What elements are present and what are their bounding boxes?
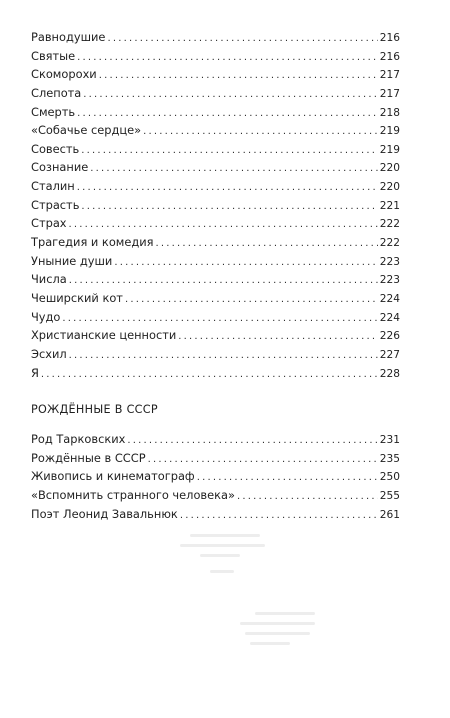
toc-entry [31,177,400,196]
toc-entry-page: 223 [379,274,400,287]
toc-entry-page: 235 [379,452,400,465]
toc-entry-title: Равнодушие [31,30,106,44]
section-heading: РОЖДЁННЫЕ В СССР [31,403,158,416]
toc-entry-title: Страх [31,216,67,231]
toc-entry-page: 219 [379,143,400,156]
toc-entry-page: 231 [379,434,400,446]
toc-leader-dots [77,179,378,198]
toc-entry-title: Святые [31,48,76,63]
toc-leader-dots [77,49,378,68]
toc-entry-page: 219 [379,125,400,138]
toc-entry [31,214,400,233]
toc-entry-title: Трагедия и комедия [31,235,154,250]
toc-entry-title: Слепота [31,85,82,100]
toc-entry-title: Страсть [31,197,80,212]
toc-entry [31,345,400,364]
toc-entry-page: 224 [379,311,400,324]
toc-leader-dots [107,30,377,49]
toc-leader-dots [81,198,377,217]
toc-leader-dots [90,160,378,179]
toc-entry-title: «Собачье сердце» [31,123,142,138]
toc-entry-page: 255 [379,489,400,502]
toc-leader-dots [114,254,377,273]
toc-entry-title: Поэт Леонид Завальнюк [31,506,178,521]
toc-entry [31,65,400,84]
toc-entry [31,467,400,486]
toc-entry-page: 228 [379,367,400,380]
toc-leader-dots [83,86,377,105]
toc-leader-dots [69,347,378,366]
show-through-line [190,534,260,537]
table-of-contents-top [31,28,400,382]
toc-entry [31,364,400,383]
toc-entry-page: 217 [379,87,400,100]
show-through-line [240,622,315,625]
toc-entry-page: 250 [379,471,400,484]
toc-entry-page: 218 [379,106,400,119]
toc-entry-page: 227 [379,348,400,361]
show-through-line [255,612,315,615]
toc-entry-page: 223 [379,255,400,268]
toc-entry [31,103,400,122]
toc-entry [31,486,400,505]
toc-entry-title: Смерть [31,104,76,119]
toc-entry [31,308,400,327]
toc-entry [31,196,400,215]
toc-entry [31,47,400,66]
toc-entry-page: 222 [379,218,400,231]
toc-entry-page: 216 [379,50,400,63]
show-through-line [200,554,240,557]
toc-entry-page: 261 [379,508,400,521]
toc-entry [31,140,400,159]
toc-entry-page: 222 [379,237,400,250]
toc-leader-dots [156,235,378,254]
toc-leader-dots [180,507,378,526]
show-through-line [180,544,265,547]
toc-entry [31,158,400,177]
toc-leader-dots [143,123,378,142]
toc-entry-title: Сталин [31,179,75,194]
toc-leader-dots [41,366,378,385]
toc-entry [31,326,400,345]
toc-entry-page: 220 [379,181,400,194]
toc-entry [31,289,400,308]
toc-entry [31,121,400,140]
toc-leader-dots [127,432,377,451]
toc-entry-page: 216 [379,32,400,44]
show-through-line [210,570,234,573]
toc-entry [31,430,400,449]
toc-entry-page: 217 [379,69,400,82]
toc-entry-page: 226 [379,330,400,343]
toc-entry-title: Род Тарковских [31,432,126,446]
toc-entry-page: 220 [379,162,400,175]
toc-leader-dots [99,67,378,86]
toc-entry-title: Рождённые в СССР [31,450,146,465]
show-through-line [245,632,310,635]
toc-entry-page: 224 [379,292,400,305]
toc-entry-title: Живопись и кинематограф [31,469,195,484]
toc-entry [31,84,400,103]
show-through-line [250,642,290,645]
toc-entry [31,28,400,47]
toc-entry [31,270,400,289]
toc-entry-page: 221 [379,199,400,212]
toc-entry [31,449,400,468]
toc-entry [31,505,400,524]
toc-entry [31,252,400,271]
toc-leader-dots [178,328,378,347]
toc-entry-title: Христианские ценности [31,328,177,343]
toc-entry-title: Уныние души [31,253,113,268]
toc-leader-dots [237,488,378,507]
toc-entry-title: Совесть [31,141,80,156]
toc-entry-title: «Вспомнить странного человека» [31,487,235,502]
toc-entry-title: Я [31,365,39,380]
show-through-text [170,530,310,660]
toc-entry-title: Чеширский кот [31,290,123,305]
toc-leader-dots [125,291,378,310]
toc-entry-title: Числа [31,272,67,287]
table-of-contents-bottom [31,430,400,523]
toc-entry [31,233,400,252]
toc-leader-dots [81,142,378,161]
toc-entry-title: Эсхил [31,346,67,361]
toc-entry-title: Скоморохи [31,67,97,82]
toc-entry-title: Сознание [31,160,89,175]
toc-entry-title: Чудо [31,309,61,324]
